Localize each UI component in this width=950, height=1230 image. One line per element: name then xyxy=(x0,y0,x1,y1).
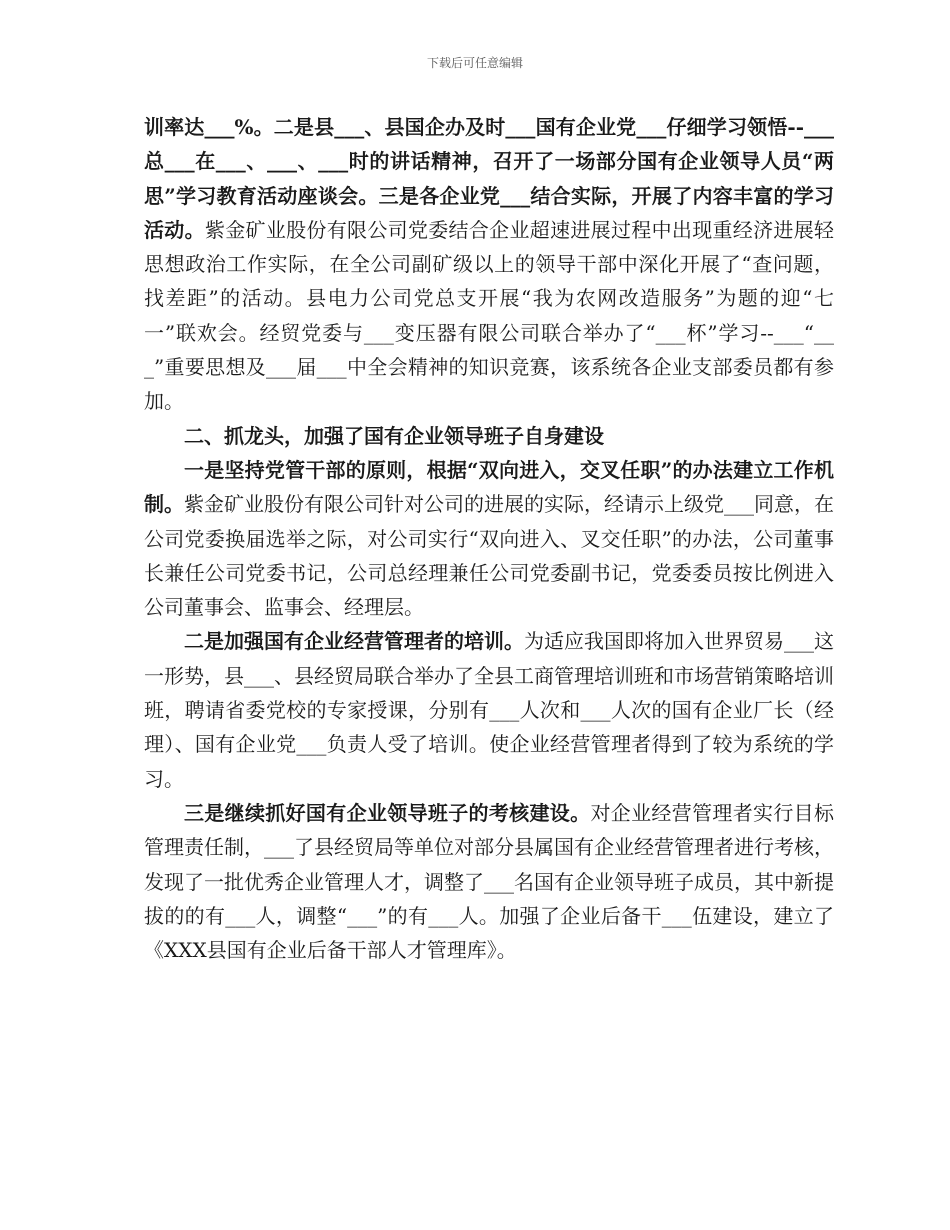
paragraph-3-bold: 二是加强国有企业经营管理者的培训。 xyxy=(184,629,524,654)
paragraph-1-bold: 训率达___%。二是县___、县国企办及时___国有企业党___仔细学习领悟--___总___在___、___、___时的讲话精神，召开了一场部分国有企业领导人员“两思”学习教育活动座谈会。三是各企业党___结合实际，开展了内容丰富的学习活动。 xyxy=(144,115,834,242)
paragraph-1 xyxy=(144,110,834,419)
paragraph-4 xyxy=(144,796,834,967)
paragraph-3-text: 为适应我国即将加入世界贸易___这一形势，县___、县经贸局联合举办了全县工商管理培训班和市场营销策略培训班，聘请省委党校的专家授课，分别有___人次和___人次的国有企业厂长（经理）、国有企业党___负责人受了培训。使企业经营管理者得到了较为系统的学习。 xyxy=(144,629,834,791)
paragraph-2-bold: 一是坚持党管干部的原则，根据“双向进入，交叉任职”的办法建立工作机制。 xyxy=(144,457,834,517)
page-header: 下载后可任意编辑 xyxy=(426,56,523,70)
section-heading-2: 二、抓龙头，加强了国有企业领导班子自身建设 xyxy=(184,423,604,448)
paragraph-2-text: 紫金矿业股份有限公司针对公司的进展的实际，经请示上级党___同意，在公司党委换届选举之际，对公司实行“双向进入、叉交任职”的办法，公司董事长兼任公司党委书记，公司总经理兼任公司党委副书记，党委委员按比例进入公司董事会、监事会、经理层。 xyxy=(144,492,834,620)
document-body xyxy=(144,110,834,967)
paragraph-4-text: 对企业经营管理者实行目标管理责任制，___了县经贸局等单位对部分县属国有企业经营管理者进行考核，发现了一批优秀企业管理人才，调整了___名国有企业领导班子成员，其中新提拔的的有___人，调整“___”的有___人。加强了企业后备干___伍建设，建立了《XXX县国有企业后备干部人才管理库》。 xyxy=(144,800,835,963)
paragraph-1-text: 紫金矿业股份有限公司党委结合企业超速进展过程中出现重经济进展轻思想政治工作实际，在全公司副矿级以上的领导干部中深化开展了“查问题，找差距”的活动。县电力公司党总支开展“我为农网改造服务”为题的迎“七一”联欢会。经贸党委与___变压器有限公司联合举办了“___杯”学习--___“___”重要思想及___届___中全会精神的知识竞赛，该系统各企业支部委员都有参加。 xyxy=(144,217,835,414)
paragraph-4-bold: 三是继续抓好国有企业领导班子的考核建设。 xyxy=(184,800,591,825)
paragraph-2 xyxy=(144,453,834,624)
paragraph-3 xyxy=(144,624,834,795)
